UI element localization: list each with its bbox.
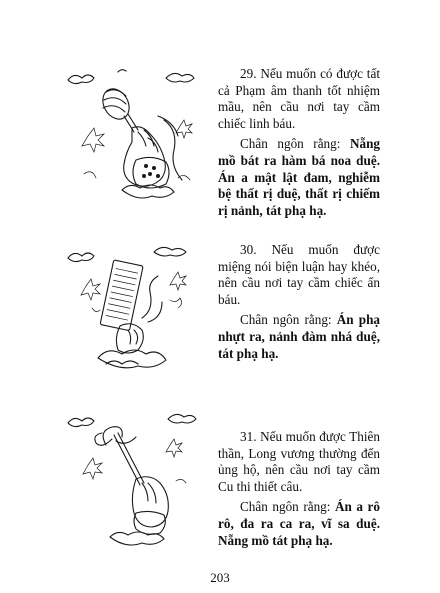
mantra-paragraph bbox=[218, 499, 380, 549]
mantra-text: Án phạ nhựt ra, nảnh đàm nhá duệ, tát phạ hạ. bbox=[218, 312, 380, 361]
mantra-text: Nẵng mồ bát ra hàm bá noa duệ. Án a mật lật đam, nghiễm bệ thất rị duệ, thất rị chiếm rị nảnh, tát phạ hạ. bbox=[218, 136, 380, 218]
page-number: 203 bbox=[210, 570, 230, 585]
hook-hand-drawing bbox=[58, 405, 206, 553]
mantra-lead: Chân ngôn rằng: bbox=[240, 499, 331, 515]
entry-31-text bbox=[218, 429, 380, 553]
mantra-paragraph bbox=[218, 136, 380, 219]
mantra-lead: Chân ngôn rằng: bbox=[240, 312, 332, 328]
bell-hand-drawing bbox=[58, 60, 206, 208]
verse-paragraph: 30. Nếu muốn được miệng nói biện luận hay khéo, nên cầu nơi tay cầm chiếc ấn báu. bbox=[218, 242, 380, 307]
entry-30-text bbox=[218, 242, 380, 366]
verse-paragraph: 29. Nếu muốn có được tất cả Phạm âm thanh tốt nhiệm mầu, nên cầu nơi tay cầm chiếc linh báu. bbox=[218, 66, 380, 131]
seal-hand-drawing bbox=[58, 238, 206, 386]
hand-holding-seal-illustration bbox=[58, 238, 206, 386]
mantra-lead: Chân ngôn rằng: bbox=[240, 136, 341, 152]
hand-holding-bell-illustration bbox=[58, 60, 206, 208]
hand-holding-hook-illustration bbox=[58, 405, 206, 553]
verse-paragraph: 31. Nếu muốn được Thiên thần, Long vương thường đến ủng hộ, nên cầu nơi tay cầm Cu thi thiết câu. bbox=[218, 429, 380, 494]
entry-29-text bbox=[218, 66, 380, 223]
mantra-text: Án a rô rô, đa ra ca ra, vĩ sa duệ. Nẵng mồ tát phạ hạ. bbox=[218, 499, 380, 548]
mantra-paragraph bbox=[218, 312, 380, 362]
